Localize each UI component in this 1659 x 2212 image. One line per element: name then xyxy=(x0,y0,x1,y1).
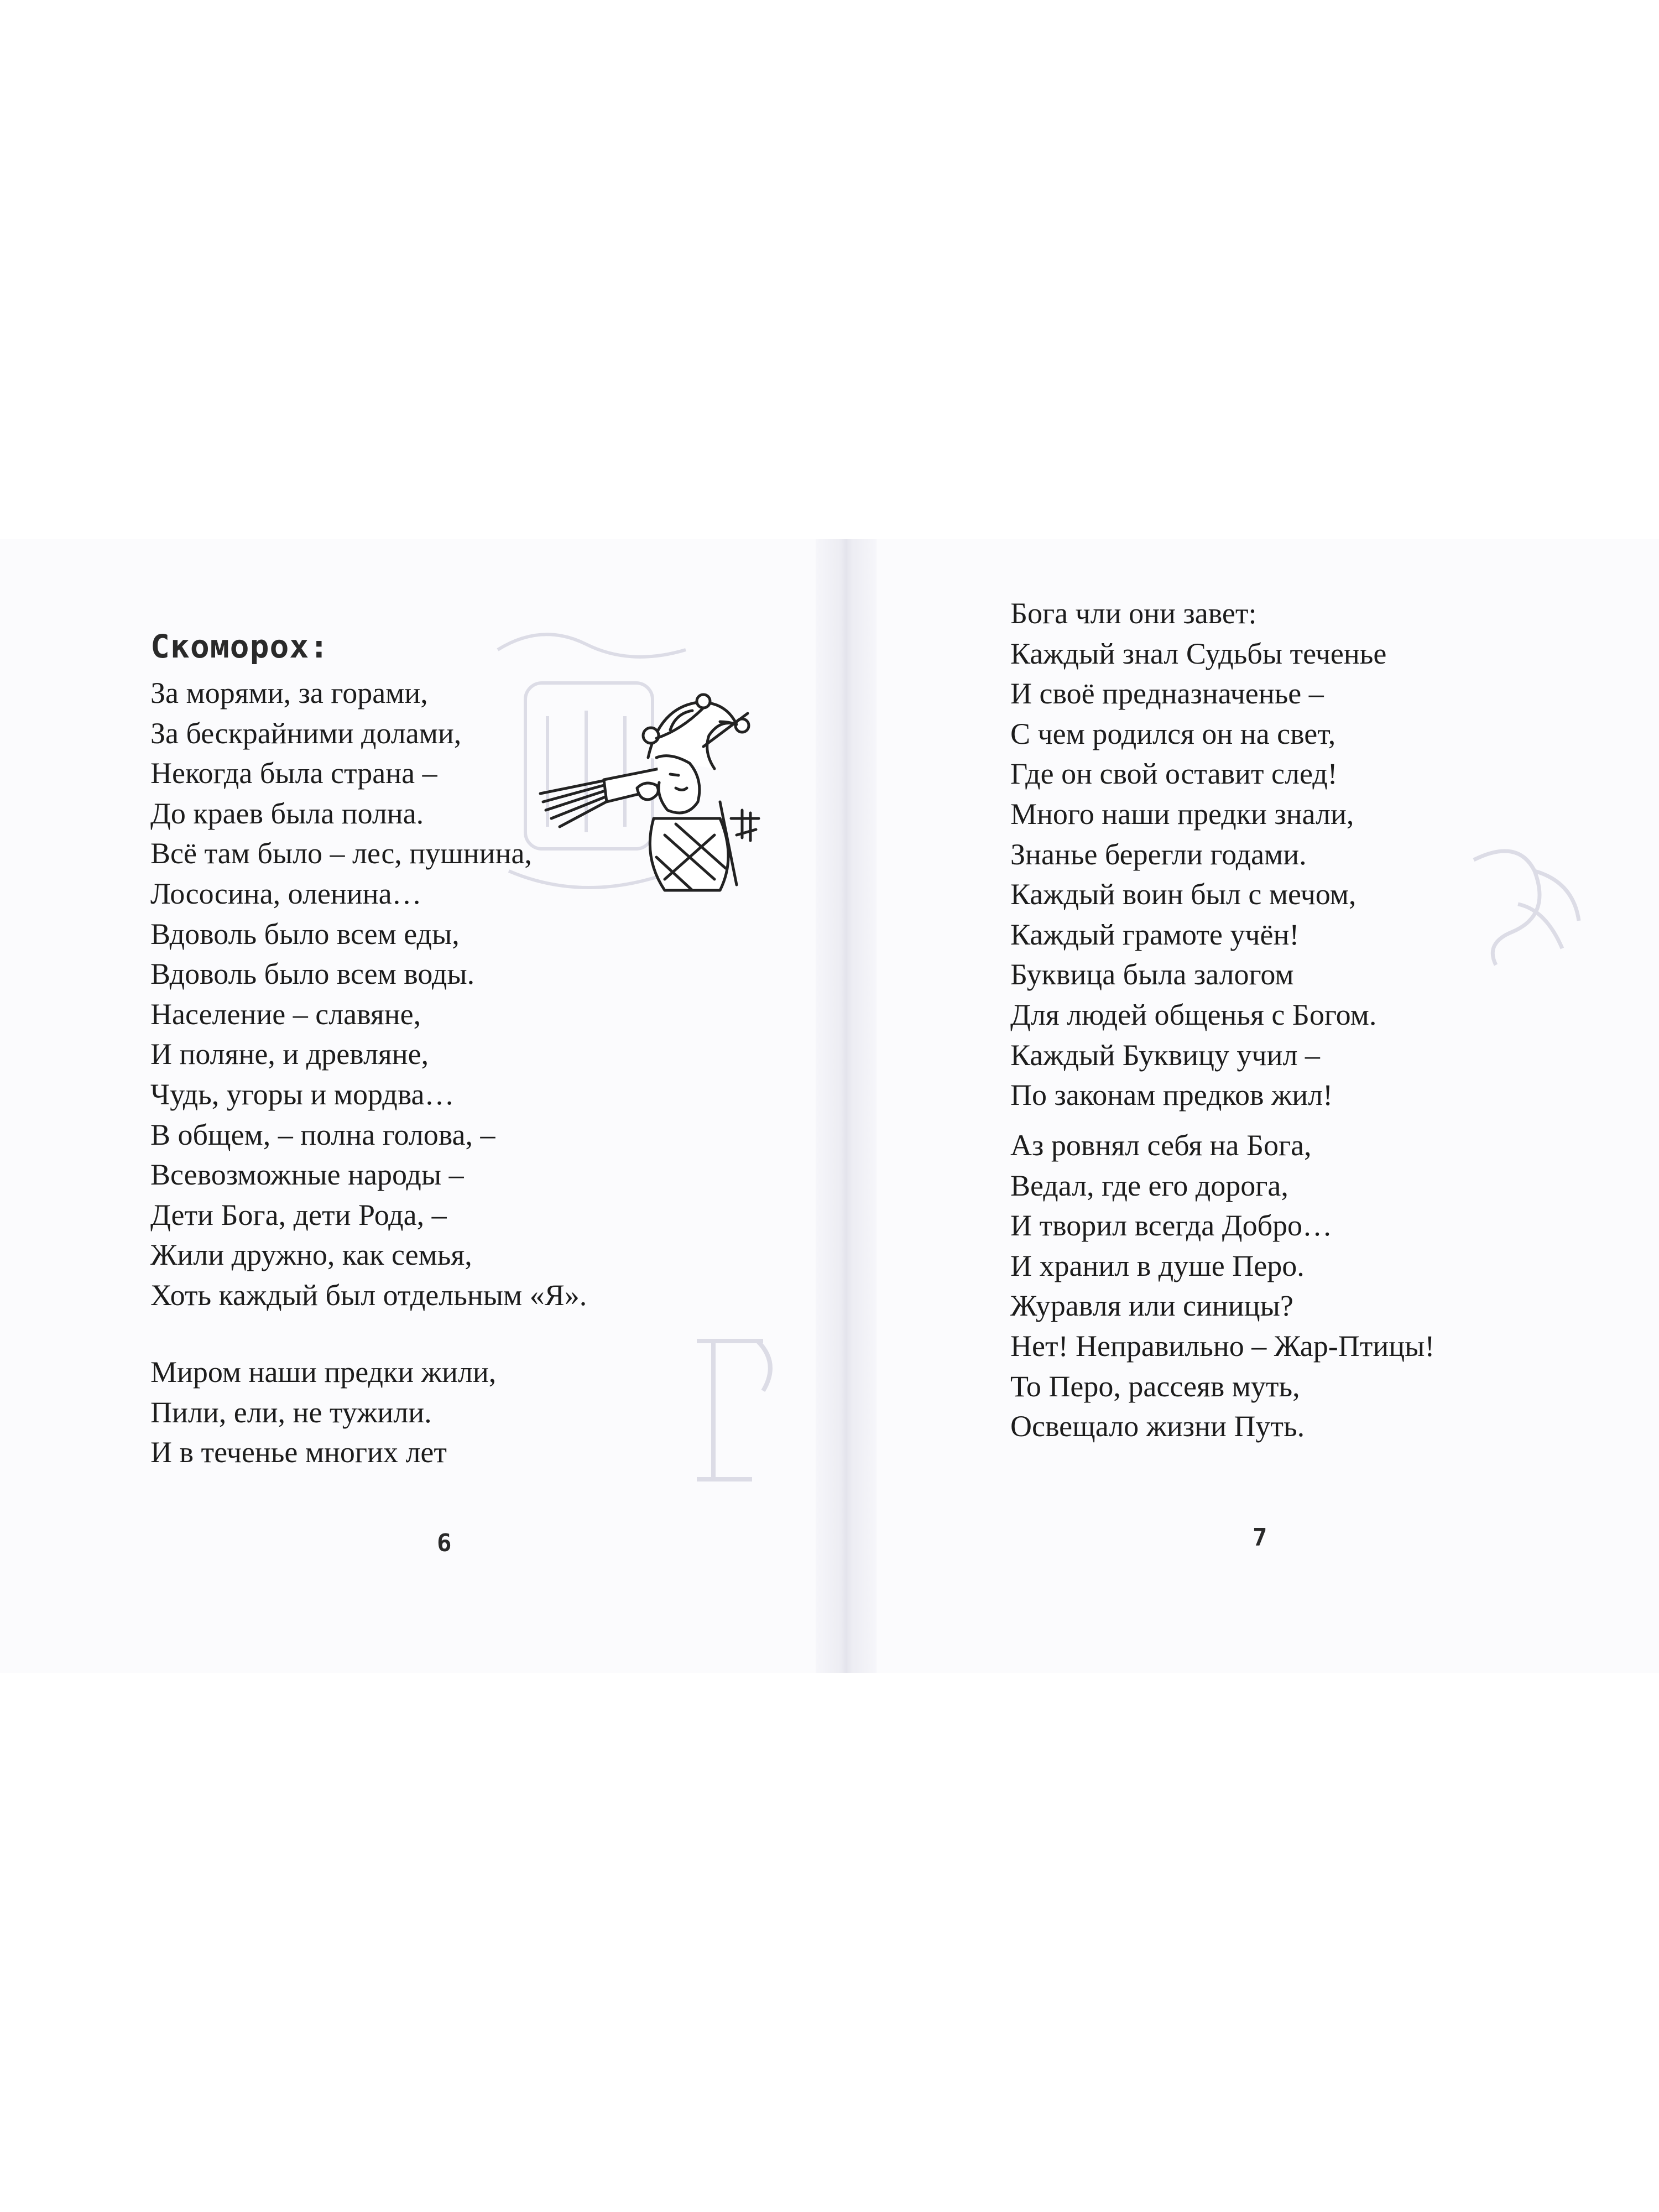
verse-line: Хоть каждый был отдельным «Я». xyxy=(150,1278,587,1312)
right-page xyxy=(877,539,1659,1673)
verse-line: Знанье берегли годами. xyxy=(1010,837,1307,871)
verse-line: Буквица была залогом xyxy=(1010,958,1294,992)
verse-line: Ведал, где его дорога, xyxy=(1010,1168,1288,1202)
left-stanza-2 xyxy=(150,1352,496,1473)
verse-line: Всё там было – лес, пушнина, xyxy=(150,837,532,870)
book-gutter xyxy=(816,539,877,1673)
verse-line: Для людей общенья с Богом. xyxy=(1010,998,1377,1031)
verse-line: Всевозможные народы – xyxy=(150,1158,464,1192)
show-through-letter xyxy=(675,1330,785,1496)
verse-line: Каждый грамоте учён! xyxy=(1010,917,1300,951)
left-page xyxy=(0,539,816,1673)
verse-line: Каждый воин был с мечом, xyxy=(1010,878,1357,911)
verse-line: Чудь, угоры и мордва… xyxy=(150,1077,455,1111)
verse-line: То Перо, рассеяв муть, xyxy=(1010,1369,1300,1403)
verse-line: Каждый Буквицу учил – xyxy=(1010,1038,1320,1072)
verse-line: До краев была полна. xyxy=(150,796,424,830)
right-stanza-1 xyxy=(1010,593,1386,1115)
verse-line: Дети Бога, дети Рода, – xyxy=(150,1198,447,1232)
verse-line: По законам предков жил! xyxy=(1010,1078,1333,1112)
book-spread xyxy=(0,539,1659,1673)
verse-line: Журавля или синицы? xyxy=(1010,1289,1293,1323)
verse-line: За бескрайними долами, xyxy=(150,716,462,750)
verse-line: За морями, за горами, xyxy=(150,676,428,709)
verse-line: И своё предназначенье – xyxy=(1010,677,1324,711)
page-number-right: 7 xyxy=(1253,1524,1267,1552)
verse-line: Бога чли они завет: xyxy=(1010,597,1257,630)
show-through-ornament xyxy=(1452,838,1595,982)
verse-line: Много наши предки знали, xyxy=(1010,797,1354,831)
verse-line: Население – славяне, xyxy=(150,997,421,1031)
verse-line: Аз ровнял себя на Бога, xyxy=(1010,1129,1312,1162)
verse-line: Некогда была страна – xyxy=(150,757,437,790)
right-stanza-2 xyxy=(1010,1125,1434,1447)
verse-line: В общем, – полна голова, – xyxy=(150,1118,495,1151)
verse-line: Где он свой оставит след! xyxy=(1010,757,1338,791)
verse-line: И творил всегда Добро… xyxy=(1010,1209,1333,1243)
verse-line: И хранил в душе Перо. xyxy=(1010,1249,1305,1282)
verse-line: С чем родился он на свет, xyxy=(1010,717,1336,750)
verse-line: Лососина, оленина… xyxy=(150,877,422,910)
verse-line: Освещало жизни Путь. xyxy=(1010,1410,1305,1443)
verse-line: Вдоволь было всем воды. xyxy=(150,957,475,991)
verse-line: Жили дружно, как семья, xyxy=(150,1238,472,1272)
verse-line: Вдоволь было всем еды, xyxy=(150,917,460,951)
verse-line: Пили, ели, не тужили. xyxy=(150,1395,432,1429)
verse-line: Нет! Неправильно – Жар-Птицы! xyxy=(1010,1329,1435,1363)
left-stanza-1 xyxy=(150,673,587,1316)
verse-line: И поляне, и древляне, xyxy=(150,1037,429,1071)
verse-line: И в теченье многих лет xyxy=(150,1436,447,1469)
page-number-left: 6 xyxy=(437,1529,452,1557)
speaker-heading: Скоморох: xyxy=(150,628,330,665)
verse-line: Миром наши предки жили, xyxy=(150,1355,497,1389)
verse-line: Каждый знал Судьбы теченье xyxy=(1010,637,1387,670)
